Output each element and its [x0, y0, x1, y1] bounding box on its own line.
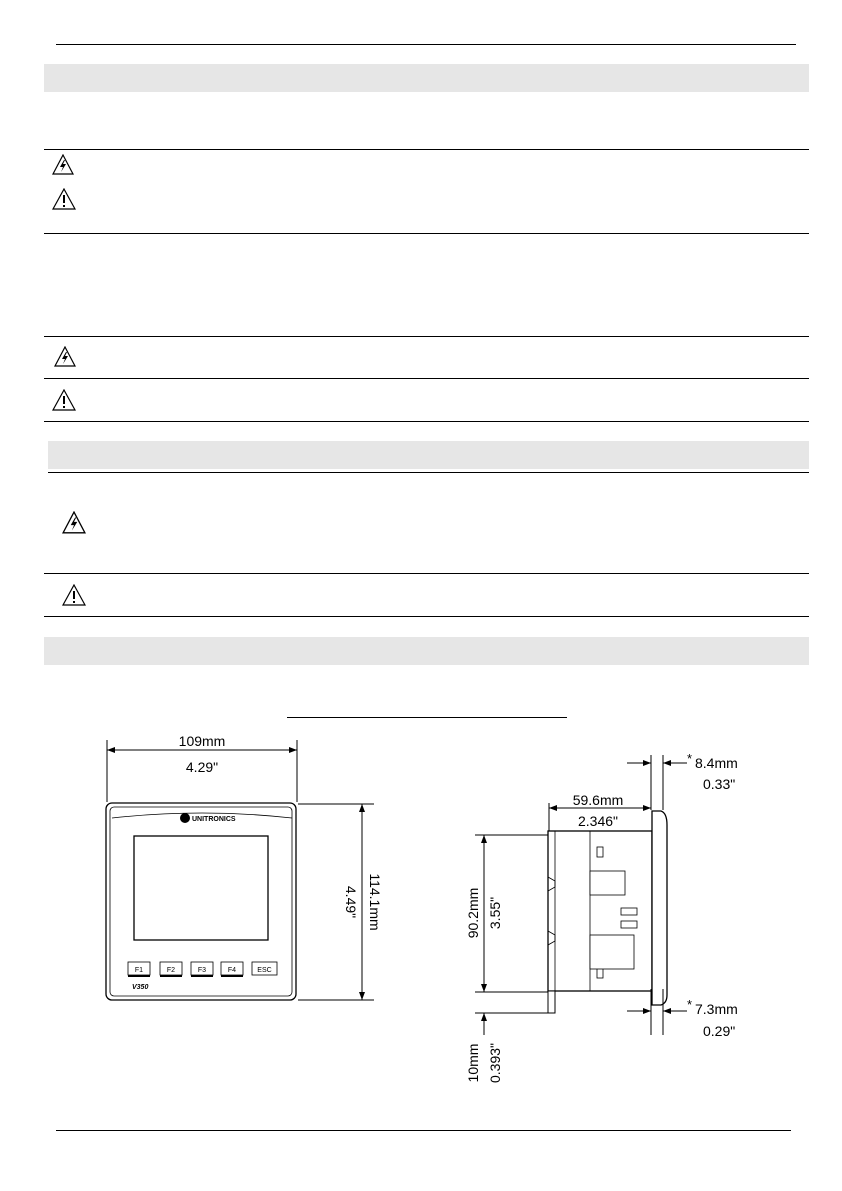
key-f1	[128, 962, 150, 977]
key-label: F1	[134, 967, 144, 974]
table-rule	[44, 336, 809, 337]
caution-warning-icon	[62, 584, 86, 606]
side-depth-in: 2.346"	[577, 813, 619, 829]
section-band-1	[44, 64, 809, 92]
unitronics-logo-icon	[180, 813, 190, 823]
table-rule	[48, 472, 809, 473]
electric-shock-warning-icon	[54, 346, 76, 368]
front-width-in: 4.29"	[185, 759, 219, 775]
footnote-mark: *	[687, 751, 693, 766]
key-label: F2	[166, 967, 176, 974]
key-f4	[221, 962, 243, 977]
side-top-offset-in: 0.33"	[703, 776, 736, 792]
section-band-3	[44, 637, 809, 665]
key-esc	[252, 962, 277, 975]
electric-shock-warning-icon	[62, 511, 86, 535]
side-bottom-offset-in: 0.29"	[703, 1023, 736, 1039]
key-label: ESC	[257, 967, 272, 974]
table-rule	[44, 378, 809, 379]
key-label: F4	[227, 967, 237, 974]
key-f2	[160, 962, 182, 977]
caption-underline	[287, 717, 567, 718]
key-label: F3	[197, 967, 207, 974]
side-extension-in: 0.393"	[487, 1042, 503, 1084]
electric-shock-warning-icon	[52, 154, 74, 176]
front-width-mm: 109mm	[178, 733, 226, 749]
key-f3	[191, 962, 213, 977]
side-top-offset-mm: 8.4mm	[695, 755, 738, 771]
front-height-mm: 114.1mm	[367, 873, 383, 931]
side-body-height-mm: 90.2mm	[465, 887, 481, 939]
table-rule	[44, 233, 809, 234]
side-view-drawing	[455, 745, 785, 1095]
table-rule	[44, 616, 809, 617]
front-height-in: 4.49"	[343, 885, 359, 919]
caution-warning-icon	[52, 389, 76, 411]
side-body-height-in: 3.55"	[487, 896, 503, 930]
footnote-mark: *	[687, 997, 693, 1012]
table-rule	[44, 149, 809, 150]
caution-warning-icon	[52, 188, 76, 210]
section-band-2	[48, 441, 809, 469]
table-rule	[44, 573, 809, 574]
brand-label: UNITRONICS	[192, 816, 236, 823]
top-rule	[56, 44, 796, 45]
model-label: V350	[132, 984, 149, 991]
bottom-rule	[56, 1130, 791, 1131]
device-screen	[134, 836, 268, 940]
side-depth-mm: 59.6mm	[572, 792, 624, 808]
side-extension-mm: 10mm	[465, 1043, 481, 1083]
side-bottom-offset-mm: 7.3mm	[695, 1001, 738, 1017]
front-view-drawing	[90, 730, 400, 1010]
device-side-body	[548, 811, 667, 1013]
table-rule	[44, 421, 809, 422]
